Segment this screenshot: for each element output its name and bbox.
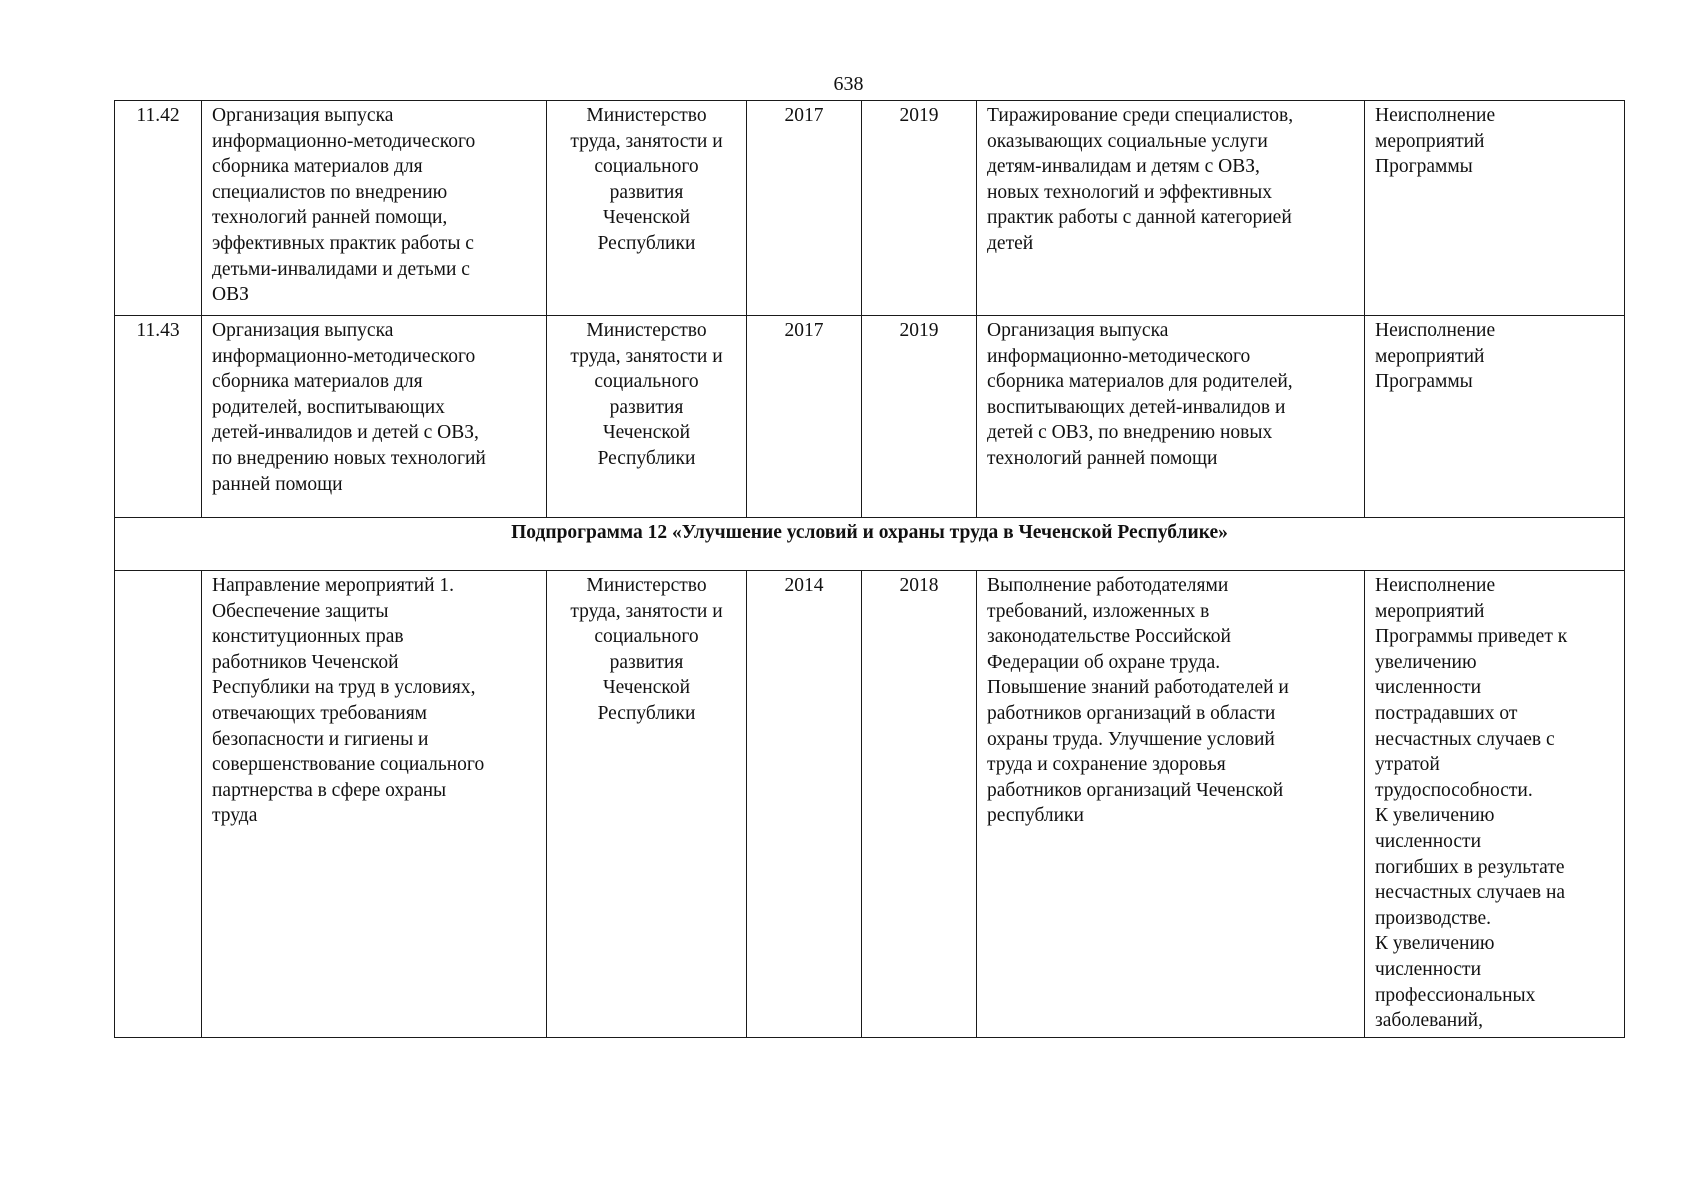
expected-result-cell: Тиражирование среди специалистов, оказывающих социальные услуги детям-инвалидам и детям с ОВЗ, новых технологий и эффективных практик работы с данной категорией детей — [977, 101, 1365, 316]
section-header-row — [115, 518, 1625, 571]
row-number-cell — [115, 571, 202, 1038]
page-number: 638 — [833, 73, 864, 95]
start-year-cell: 2017 — [747, 101, 862, 316]
expected-result-cell: Выполнение работодателями требований, изложенных в законодательстве Российской Федерации об охране труда. Повышение знаний работодателей и работников организаций в области охраны труда. Улучшение условий труда и сохранение здоровья работников организаций Чеченской республики — [977, 571, 1365, 1038]
start-year-cell: 2017 — [747, 316, 862, 518]
measure-cell: Организация выпуска информационно-методического сборника материалов для специалистов по внедрению технологий ранней помощи, эффективных практик работы с детьми-инвалидами и детьми с ОВЗ — [202, 101, 547, 316]
end-year-cell: 2019 — [862, 101, 977, 316]
table-row — [115, 571, 1625, 1038]
subprogram-title: Подпрограмма 12 «Улучшение условий и охраны труда в Чеченской Республике» — [115, 518, 1625, 571]
measure-cell: Организация выпуска информационно-методического сборника материалов для родителей, воспитывающих детей-инвалидов и детей с ОВЗ, по внедрению новых технологий ранней помощи — [202, 316, 547, 518]
expected-result-cell: Организация выпуска информационно-методического сборника материалов для родителей, воспитывающих детей-инвалидов и детей с ОВЗ, по внедрению новых технологий ранней помощи — [977, 316, 1365, 518]
executor-cell: Министерство труда, занятости и социального развития Чеченской Республики — [547, 316, 747, 518]
table-row — [115, 316, 1625, 518]
executor-cell: Министерство труда, занятости и социального развития Чеченской Республики — [547, 571, 747, 1038]
row-number-cell: 11.43 — [115, 316, 202, 518]
consequence-cell: Неисполнение мероприятий Программы — [1365, 316, 1625, 518]
end-year-cell: 2018 — [862, 571, 977, 1038]
measures-table — [114, 100, 1625, 1038]
measure-cell: Направление мероприятий 1. Обеспечение защиты конституционных прав работников Чеченской Республики на труд в условиях, отвечающих требованиям безопасности и гигиены и совершенствование социального партнерства в сфере охраны труда — [202, 571, 547, 1038]
row-number-cell: 11.42 — [115, 101, 202, 316]
end-year-cell: 2019 — [862, 316, 977, 518]
start-year-cell: 2014 — [747, 571, 862, 1038]
table-row — [115, 101, 1625, 316]
consequence-cell: Неисполнение мероприятий Программы — [1365, 101, 1625, 316]
consequence-cell: Неисполнение мероприятий Программы приведет к увеличению численности пострадавших от несчастных случаев с утратой трудоспособности. К увеличению численности погибших в результате несчастных случаев на производстве. К увеличению численности профессиональных заболеваний, — [1365, 571, 1625, 1038]
executor-cell: Министерство труда, занятости и социального развития Чеченской Республики — [547, 101, 747, 316]
